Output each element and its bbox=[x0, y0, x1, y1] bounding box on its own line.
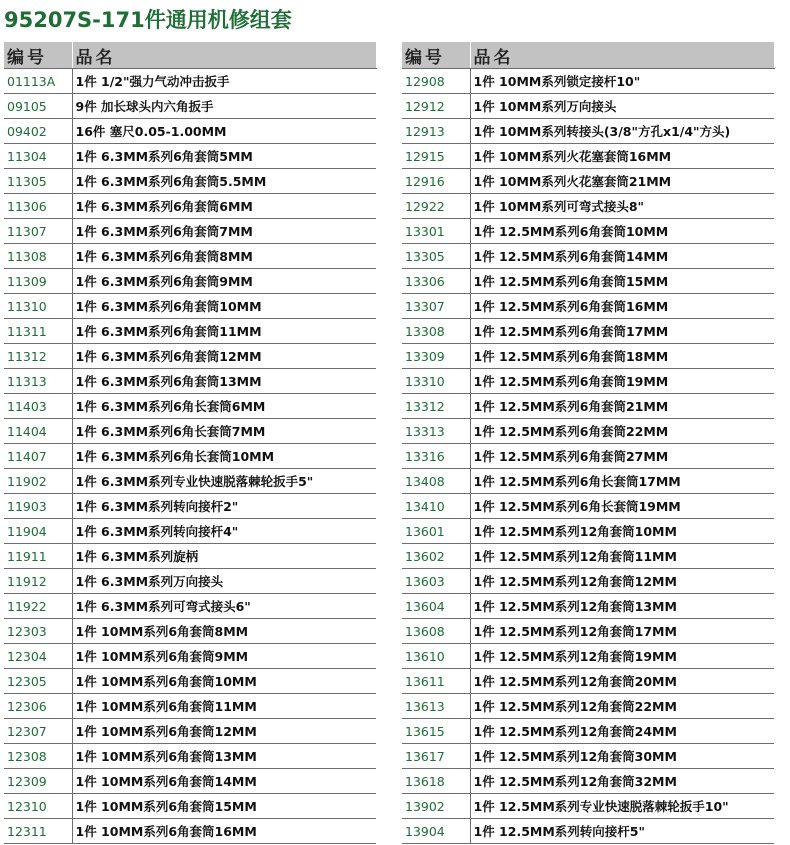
item-name: 1件 6.3MM系列6角套筒9MM bbox=[72, 269, 376, 294]
item-code: 11911 bbox=[4, 544, 72, 569]
item-code: 13617 bbox=[402, 744, 470, 769]
item-name: 1件 12.5MM系列12角套筒13MM bbox=[470, 594, 774, 619]
table-row bbox=[4, 569, 376, 594]
item-name: 1件 6.3MM系列6角套筒5MM bbox=[72, 144, 376, 169]
item-name: 1件 6.3MM系列6角套筒6MM bbox=[72, 194, 376, 219]
table-row bbox=[402, 544, 774, 569]
table-row bbox=[402, 494, 774, 519]
table-row bbox=[4, 744, 376, 769]
item-name: 1件 10MM系列锁定接杆10" bbox=[470, 69, 774, 94]
header-name: 品名 bbox=[470, 42, 774, 69]
parts-table-left bbox=[4, 42, 377, 844]
table-row bbox=[4, 794, 376, 819]
item-code: 13313 bbox=[402, 419, 470, 444]
table-row bbox=[402, 319, 774, 344]
item-name: 1件 6.3MM系列6角长套筒10MM bbox=[72, 444, 376, 469]
item-code: 11407 bbox=[4, 444, 72, 469]
table-row bbox=[4, 694, 376, 719]
item-name: 1件 6.3MM系列万向接头 bbox=[72, 569, 376, 594]
item-name: 1件 12.5MM系列6角套筒19MM bbox=[470, 369, 774, 394]
table-row bbox=[402, 619, 774, 644]
table-row bbox=[402, 744, 774, 769]
item-name: 1件 12.5MM系列6角套筒14MM bbox=[470, 244, 774, 269]
item-code: 13301 bbox=[402, 219, 470, 244]
item-code: 11308 bbox=[4, 244, 72, 269]
table-row bbox=[4, 244, 376, 269]
item-code: 13611 bbox=[402, 669, 470, 694]
item-code: 11310 bbox=[4, 294, 72, 319]
table-row bbox=[402, 244, 774, 269]
table-row bbox=[4, 494, 376, 519]
item-code: 13309 bbox=[402, 344, 470, 369]
header-name: 品名 bbox=[72, 42, 376, 69]
table-row bbox=[402, 569, 774, 594]
item-name: 1件 10MM系列6角套筒15MM bbox=[72, 794, 376, 819]
item-name: 1件 12.5MM系列12角套筒12MM bbox=[470, 569, 774, 594]
table-row bbox=[402, 294, 774, 319]
item-name: 1件 10MM系列6角套筒8MM bbox=[72, 619, 376, 644]
item-name: 1件 10MM系列万向接头 bbox=[470, 94, 774, 119]
item-code: 11902 bbox=[4, 469, 72, 494]
table-row bbox=[4, 544, 376, 569]
item-code: 11311 bbox=[4, 319, 72, 344]
table-row bbox=[4, 219, 376, 244]
table-row bbox=[4, 719, 376, 744]
table-row bbox=[4, 144, 376, 169]
item-name: 1件 12.5MM系列6角套筒15MM bbox=[470, 269, 774, 294]
item-code: 12915 bbox=[402, 144, 470, 169]
item-code: 12922 bbox=[402, 194, 470, 219]
table-row bbox=[4, 69, 376, 94]
table-row bbox=[402, 144, 774, 169]
item-code: 13902 bbox=[402, 794, 470, 819]
item-code: 11922 bbox=[4, 594, 72, 619]
item-code: 11403 bbox=[4, 394, 72, 419]
item-name: 1件 10MM系列6角套筒10MM bbox=[72, 669, 376, 694]
table-row bbox=[402, 119, 774, 144]
item-name: 1件 12.5MM系列12角套筒20MM bbox=[470, 669, 774, 694]
item-code: 13602 bbox=[402, 544, 470, 569]
item-code: 12303 bbox=[4, 619, 72, 644]
item-name: 1件 10MM系列6角套筒13MM bbox=[72, 744, 376, 769]
table-row bbox=[402, 819, 774, 844]
table-row bbox=[402, 669, 774, 694]
table-row bbox=[4, 444, 376, 469]
item-code: 11305 bbox=[4, 169, 72, 194]
item-name: 1件 12.5MM系列12角套筒32MM bbox=[470, 769, 774, 794]
item-code: 13608 bbox=[402, 619, 470, 644]
item-code: 11309 bbox=[4, 269, 72, 294]
item-name: 1件 12.5MM系列6角套筒22MM bbox=[470, 419, 774, 444]
item-code: 11306 bbox=[4, 194, 72, 219]
item-code: 13603 bbox=[402, 569, 470, 594]
item-code: 12908 bbox=[402, 69, 470, 94]
parts-table-right bbox=[402, 42, 775, 844]
item-name: 1件 12.5MM系列12角套筒22MM bbox=[470, 694, 774, 719]
table-row bbox=[4, 294, 376, 319]
table-row bbox=[4, 194, 376, 219]
item-code: 11904 bbox=[4, 519, 72, 544]
item-code: 13312 bbox=[402, 394, 470, 419]
table-row bbox=[4, 369, 376, 394]
header-code: 编号 bbox=[4, 42, 72, 69]
item-name: 1件 6.3MM系列旋柄 bbox=[72, 544, 376, 569]
table-row bbox=[4, 119, 376, 144]
item-name: 1件 12.5MM系列12角套筒17MM bbox=[470, 619, 774, 644]
item-name: 1件 10MM系列6角套筒14MM bbox=[72, 769, 376, 794]
item-code: 12913 bbox=[402, 119, 470, 144]
item-code: 13306 bbox=[402, 269, 470, 294]
item-name: 1件 10MM系列6角套筒11MM bbox=[72, 694, 376, 719]
table-body-left bbox=[4, 69, 376, 844]
item-name: 1件 12.5MM系列6角套筒21MM bbox=[470, 394, 774, 419]
item-code: 13305 bbox=[402, 244, 470, 269]
table-row bbox=[4, 169, 376, 194]
item-code: 13610 bbox=[402, 644, 470, 669]
item-code: 09105 bbox=[4, 94, 72, 119]
table-row bbox=[4, 469, 376, 494]
item-code: 11304 bbox=[4, 144, 72, 169]
item-code: 11307 bbox=[4, 219, 72, 244]
table-row bbox=[402, 469, 774, 494]
item-name: 1件 12.5MM系列6角长套筒17MM bbox=[470, 469, 774, 494]
item-name: 1件 6.3MM系列专业快速脱落棘轮扳手5" bbox=[72, 469, 376, 494]
table-row bbox=[402, 369, 774, 394]
item-code: 13307 bbox=[402, 294, 470, 319]
item-name: 1件 10MM系列6角套筒9MM bbox=[72, 644, 376, 669]
item-code: 11312 bbox=[4, 344, 72, 369]
item-name: 1件 12.5MM系列转向接杆5" bbox=[470, 819, 774, 844]
item-name: 1件 12.5MM系列12角套筒24MM bbox=[470, 719, 774, 744]
item-code: 13316 bbox=[402, 444, 470, 469]
table-row bbox=[402, 269, 774, 294]
item-name: 1件 6.3MM系列6角套筒5.5MM bbox=[72, 169, 376, 194]
item-code: 01113A bbox=[4, 69, 72, 94]
item-code: 11404 bbox=[4, 419, 72, 444]
item-code: 13410 bbox=[402, 494, 470, 519]
table-row bbox=[402, 94, 774, 119]
item-name: 1件 12.5MM系列6角套筒17MM bbox=[470, 319, 774, 344]
table-row bbox=[402, 594, 774, 619]
item-code: 13310 bbox=[402, 369, 470, 394]
item-code: 12310 bbox=[4, 794, 72, 819]
table-row bbox=[402, 519, 774, 544]
table-row bbox=[402, 344, 774, 369]
item-code: 13601 bbox=[402, 519, 470, 544]
item-code: 13408 bbox=[402, 469, 470, 494]
item-code: 12311 bbox=[4, 819, 72, 844]
table-row bbox=[402, 219, 774, 244]
header-code: 编号 bbox=[402, 42, 470, 69]
item-code: 13613 bbox=[402, 694, 470, 719]
item-name: 1件 12.5MM系列12角套筒11MM bbox=[470, 544, 774, 569]
item-name: 1件 6.3MM系列6角套筒8MM bbox=[72, 244, 376, 269]
table-row bbox=[4, 619, 376, 644]
item-code: 12305 bbox=[4, 669, 72, 694]
item-name: 9件 加长球头内六角扳手 bbox=[72, 94, 376, 119]
table-header-row bbox=[4, 42, 376, 69]
table-row bbox=[402, 719, 774, 744]
table-row bbox=[402, 794, 774, 819]
item-code: 11912 bbox=[4, 569, 72, 594]
item-name: 1件 12.5MM系列专业快速脱落棘轮扳手10" bbox=[470, 794, 774, 819]
item-name: 1件 6.3MM系列转向接杆4" bbox=[72, 519, 376, 544]
item-name: 1件 10MM系列转接头(3/8"方孔x1/4"方头) bbox=[470, 119, 774, 144]
item-name: 1件 12.5MM系列6角套筒16MM bbox=[470, 294, 774, 319]
item-code: 09402 bbox=[4, 119, 72, 144]
item-name: 1件 12.5MM系列12角套筒19MM bbox=[470, 644, 774, 669]
table-row bbox=[402, 769, 774, 794]
item-name: 1件 10MM系列6角套筒12MM bbox=[72, 719, 376, 744]
item-code: 13615 bbox=[402, 719, 470, 744]
item-name: 1件 1/2"强力气动冲击扳手 bbox=[72, 69, 376, 94]
item-name: 1件 10MM系列火花塞套筒21MM bbox=[470, 169, 774, 194]
item-code: 12307 bbox=[4, 719, 72, 744]
item-code: 13604 bbox=[402, 594, 470, 619]
item-name: 1件 12.5MM系列12角套筒30MM bbox=[470, 744, 774, 769]
item-name: 1件 12.5MM系列6角长套筒19MM bbox=[470, 494, 774, 519]
item-code: 12309 bbox=[4, 769, 72, 794]
item-code: 12916 bbox=[402, 169, 470, 194]
item-name: 1件 6.3MM系列可弯式接头6" bbox=[72, 594, 376, 619]
table-row bbox=[4, 344, 376, 369]
item-code: 12306 bbox=[4, 694, 72, 719]
item-code: 12308 bbox=[4, 744, 72, 769]
item-name: 1件 10MM系列火花塞套筒16MM bbox=[470, 144, 774, 169]
table-row bbox=[4, 769, 376, 794]
table-row bbox=[402, 169, 774, 194]
table-row bbox=[402, 444, 774, 469]
item-name: 1件 6.3MM系列转向接杆2" bbox=[72, 494, 376, 519]
item-code: 11903 bbox=[4, 494, 72, 519]
item-code: 12912 bbox=[402, 94, 470, 119]
table-row bbox=[402, 694, 774, 719]
item-name: 1件 6.3MM系列6角长套筒7MM bbox=[72, 419, 376, 444]
table-row bbox=[402, 644, 774, 669]
item-name: 1件 12.5MM系列12角套筒10MM bbox=[470, 519, 774, 544]
item-name: 1件 10MM系列6角套筒16MM bbox=[72, 819, 376, 844]
table-row bbox=[4, 594, 376, 619]
table-row bbox=[4, 419, 376, 444]
table-header-row bbox=[402, 42, 774, 69]
item-name: 1件 6.3MM系列6角套筒10MM bbox=[72, 294, 376, 319]
table-row bbox=[4, 394, 376, 419]
item-code: 13904 bbox=[402, 819, 470, 844]
item-name: 1件 6.3MM系列6角套筒12MM bbox=[72, 344, 376, 369]
item-name: 1件 10MM系列可弯式接头8" bbox=[470, 194, 774, 219]
table-body-right bbox=[402, 69, 774, 844]
item-name: 16件 塞尺0.05-1.00MM bbox=[72, 119, 376, 144]
item-name: 1件 6.3MM系列6角套筒7MM bbox=[72, 219, 376, 244]
item-name: 1件 6.3MM系列6角长套筒6MM bbox=[72, 394, 376, 419]
table-row bbox=[4, 819, 376, 844]
item-code: 13618 bbox=[402, 769, 470, 794]
table-row bbox=[4, 669, 376, 694]
table-row bbox=[402, 394, 774, 419]
table-row bbox=[402, 69, 774, 94]
table-row bbox=[4, 519, 376, 544]
table-row bbox=[402, 419, 774, 444]
table-row bbox=[4, 644, 376, 669]
item-name: 1件 12.5MM系列6角套筒27MM bbox=[470, 444, 774, 469]
page-title: 95207S-171件通用机修组套 bbox=[4, 8, 292, 32]
item-name: 1件 6.3MM系列6角套筒13MM bbox=[72, 369, 376, 394]
item-code: 11313 bbox=[4, 369, 72, 394]
table-row bbox=[402, 194, 774, 219]
item-name: 1件 12.5MM系列6角套筒10MM bbox=[470, 219, 774, 244]
item-code: 12304 bbox=[4, 644, 72, 669]
item-name: 1件 12.5MM系列6角套筒18MM bbox=[470, 344, 774, 369]
item-name: 1件 6.3MM系列6角套筒11MM bbox=[72, 319, 376, 344]
table-row bbox=[4, 94, 376, 119]
table-row bbox=[4, 269, 376, 294]
item-code: 13308 bbox=[402, 319, 470, 344]
table-row bbox=[4, 319, 376, 344]
